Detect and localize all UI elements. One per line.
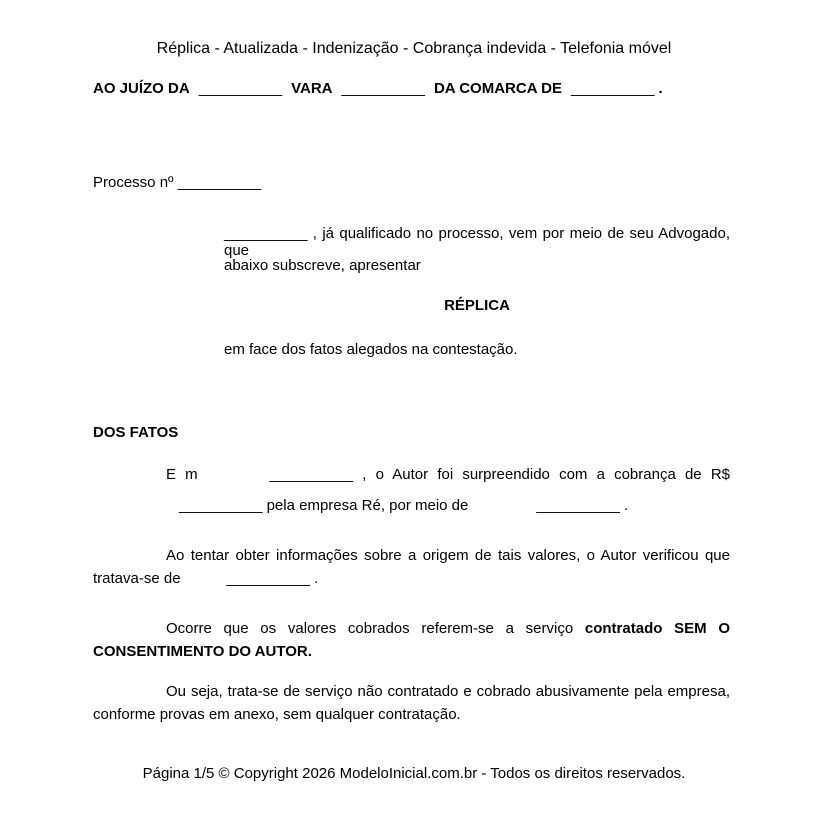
paragraph-ao-tentar-line2-end: __________ . (226, 570, 319, 587)
court-label-3: DA COMARCA DE (433, 80, 563, 97)
process-number-line: Processo nº __________ (93, 174, 262, 191)
document-title: Réplica - Atualizada - Indenização - Cobrança indevida - Telefonia móvel (156, 40, 672, 57)
paragraph-em-line1 (166, 466, 730, 483)
paragraph-ocorre-regular: Ocorre que os valores cobrados referem-se a serviço (166, 620, 585, 637)
court-blank-3: __________ (571, 80, 655, 97)
paragraph-qualificado-line2: abaixo subscreve, apresentar (224, 257, 421, 274)
tab-spacer (468, 509, 536, 510)
paragraph-ao-tentar-line2-start: tratava-se de (93, 570, 181, 587)
paragraph-ou-seja-line1: Ou seja, trata-se de serviço não contratado e cobrado abusivamente pela empresa, (166, 683, 730, 700)
court-blank-2: __________ (341, 80, 425, 97)
paragraph-em-line2-start: __________ pela empresa Ré, por meio de (179, 497, 469, 514)
paragraph-em-line2-end: __________ . (536, 497, 629, 514)
court-label-1: AO JUÍZO DA (93, 80, 190, 97)
paragraph-ao-tentar-line1: Ao tentar obter informações sobre a origem de tais valores, o Autor verificou que (166, 547, 730, 564)
court-line-period: . (658, 80, 663, 97)
paragraph-em-prefix: E m (166, 466, 198, 483)
dos-fatos-heading: DOS FATOS (93, 424, 179, 441)
court-label-2: VARA (291, 80, 333, 97)
tab-spacer (198, 478, 270, 479)
replica-heading: RÉPLICA (444, 297, 510, 314)
paragraph-ocorre-bold: contratado SEM O (584, 620, 731, 637)
court-blank-1: __________ (198, 80, 283, 97)
paragraph-ou-seja-line2: conforme provas em anexo, sem qualquer contratação. (93, 706, 461, 723)
page-footer: Página 1/5 © Copyright 2026 ModeloInicial.com.br - Todos os direitos reservados. (142, 765, 686, 782)
tab-spacer (181, 582, 227, 583)
em-face-line: em face dos fatos alegados na contestação. (224, 341, 518, 358)
paragraph-ocorre-line2: CONSENTIMENTO DO AUTOR. (93, 643, 312, 660)
paragraph-ao-tentar-line2 (93, 570, 318, 587)
paragraph-ocorre-line1 (166, 620, 730, 637)
paragraph-em-rest: __________ , o Autor foi surpreendido com a cobrança de R$ (269, 466, 730, 483)
paragraph-qualificado-line1: __________ , já qualificado no processo, vem por meio de seu Advogado, que (224, 225, 730, 259)
court-address-line (93, 80, 768, 97)
paragraph-em-line2 (179, 497, 628, 514)
